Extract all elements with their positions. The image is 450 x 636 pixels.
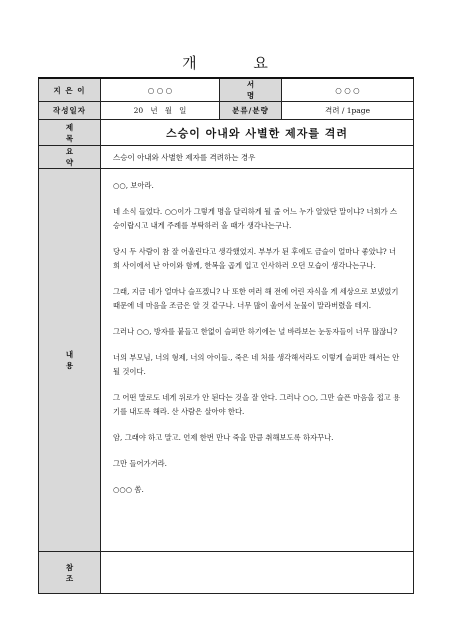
letter-paragraph: 당시 두 사람이 참 잘 어울린다고 생각했었지. 부부가 된 후에도 금슬이 얼마나 좋았냐? 너희 사이에서 난 아이와 함께, 한복을 곱게 입고 인사하러 오던 모습이 생각나는구나. — [113, 247, 397, 270]
reference-value — [101, 552, 414, 594]
author-label: 지 은 이 — [39, 78, 101, 102]
signature-value: ○ ○ ○ — [282, 78, 414, 102]
reference-label: 참 조 — [39, 552, 101, 594]
date-label: 작성일자 — [39, 102, 101, 120]
category-value: 격려 / 1page — [282, 102, 414, 120]
letter-paragraph: 암, 그래야 하고 말고. 언제 한번 만나 죽을 만큼 취해보도록 하자꾸나. — [113, 433, 334, 442]
summary-label: 요 약 — [39, 146, 101, 169]
letter-paragraph: ○○, 보아라. — [113, 181, 154, 190]
document-title: 개 요 — [182, 54, 294, 72]
summary-value: 스승이 아내와 사별한 제자를 격려하는 경우 — [101, 146, 414, 169]
signature-label: 서 명 — [220, 78, 282, 102]
subject-label: 제 목 — [39, 120, 101, 146]
letter-paragraph: 그 어떤 말로도 네게 위로가 안 된다는 것을 잘 안다. 그러나 ○○, 그만 슬픈 마음을 접고 용기를 내도록 해라. 산 사람은 살아야 한다. — [113, 393, 401, 416]
subject-value: 스승이 아내와 사별한 제자를 격려 — [101, 120, 414, 146]
letter-paragraph: ○○○ 쏨. — [113, 485, 144, 494]
letter-paragraph: 그래, 지금 네가 얼마나 슬프겠니? 나 또한 여러 해 전에 어린 자식을 게 세상으로 보냈었기 때문에 네 마음을 조금은 알 것 같구나. 너무 많이 울어서 눈물이 말라버렸을 테지. — [113, 287, 399, 310]
letter-paragraph: 네 소식 들었다. ○○이가 그렇게 명을 달리하게 될 줄 어느 누가 알았단 말이냐? 너희가 스승이랍시고 내게 주례를 부탁하러 올 때가 생각나는구나. — [113, 207, 398, 230]
letter-body — [101, 169, 414, 552]
category-label: 분류/분량 — [220, 102, 282, 120]
letter-paragraph: 그러나 ○○, 방자를 붙들고 한없이 슬퍼만 하기에는 널 바라보는 눈동자들이 너무 많잖니? — [113, 327, 398, 336]
content-label: 내 용 — [39, 169, 101, 552]
summary-form — [38, 77, 414, 594]
letter-paragraph: 너의 부모님, 너의 형제, 너의 아이들., 죽은 네 처를 생각해서라도 이렇게 슬퍼만 해서는 안 될 것이다. — [113, 353, 400, 376]
letter-paragraph: 그만 들어가거라. — [113, 459, 167, 468]
author-value: ○ ○ ○ — [101, 78, 220, 102]
date-value: 20 년 월 일 — [101, 102, 220, 120]
